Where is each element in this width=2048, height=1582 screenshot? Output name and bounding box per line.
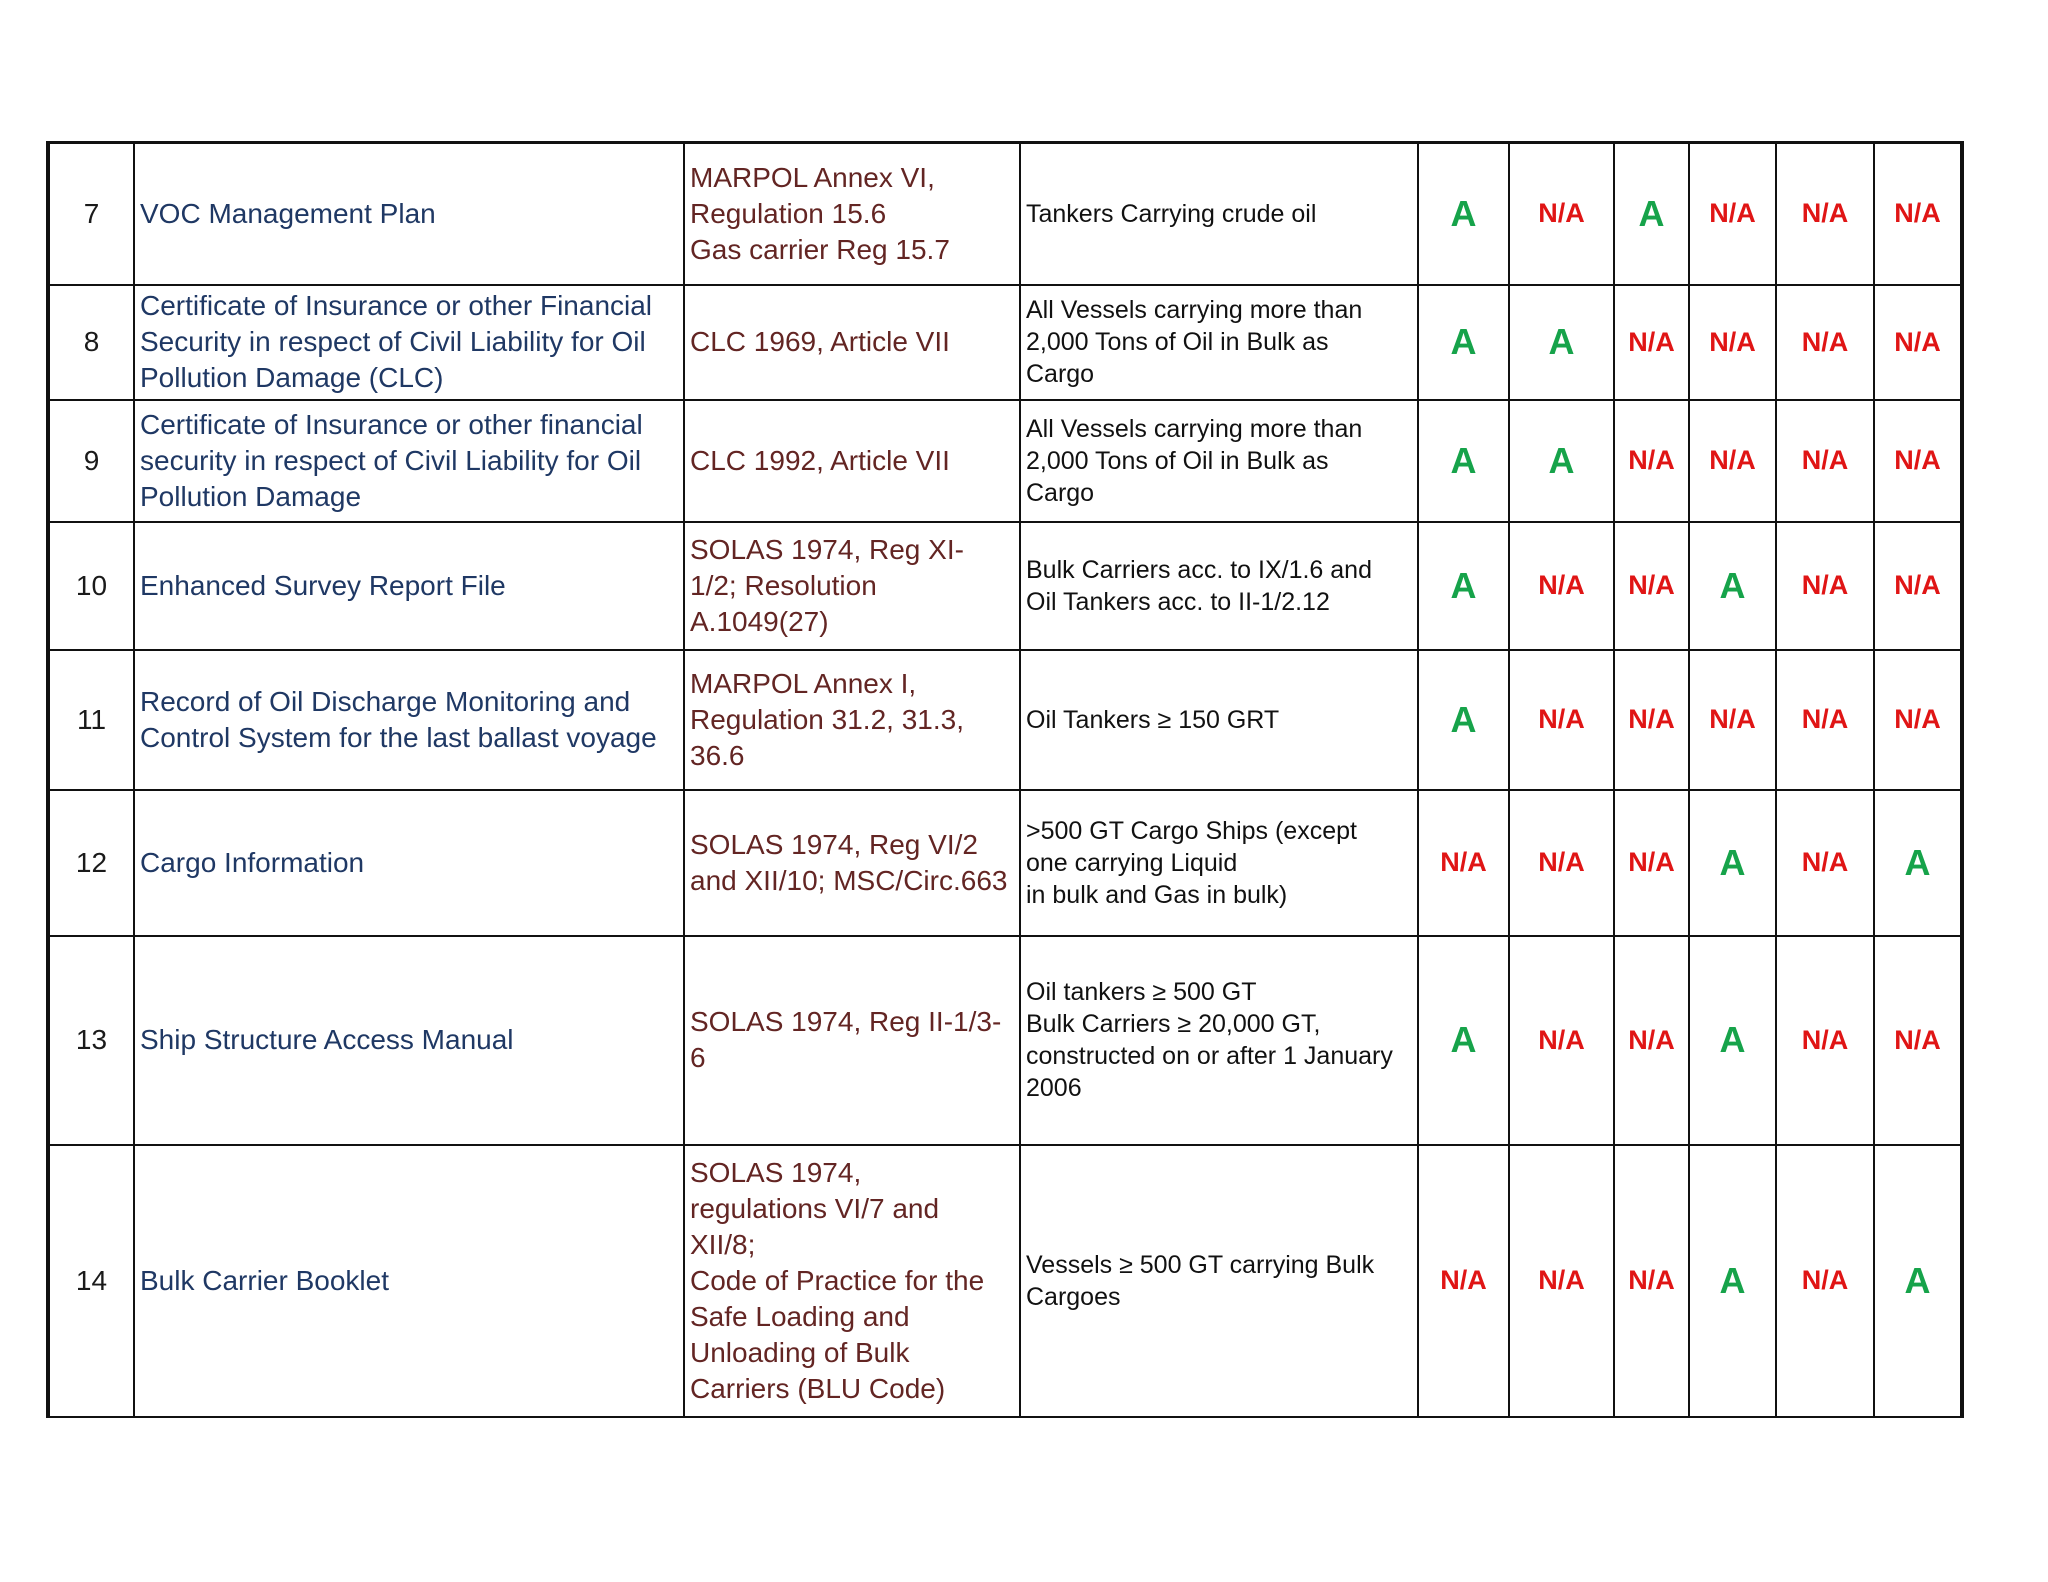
mark-col-2 <box>1509 522 1614 650</box>
document-name-cell <box>134 1145 684 1417</box>
not-applicable-mark: N/A <box>1801 198 1849 229</box>
mark-col-3 <box>1614 522 1689 650</box>
mark-col-3 <box>1614 143 1689 285</box>
applicability-cell-text: Oil tankers ≥ 500 GT Bulk Carriers ≥ 20,000 GT, constructed on or after 1 January 2006 <box>1026 978 1393 1102</box>
applicable-mark: A <box>1548 321 1575 362</box>
mark-col-6 <box>1874 1145 1962 1417</box>
mark-col-1 <box>1418 143 1509 285</box>
mark-col-4 <box>1689 936 1776 1145</box>
regulation-reference-cell-text: SOLAS 1974, Reg VI/2 and XII/10; MSC/Circ.663 <box>690 828 1008 896</box>
not-applicable-mark: N/A <box>1538 847 1585 877</box>
mark-col-1 <box>1418 1145 1509 1417</box>
not-applicable-mark: N/A <box>1628 847 1675 877</box>
document-name-cell-text: Enhanced Survey Report File <box>140 569 506 601</box>
table-row <box>48 790 1962 936</box>
mark-col-6 <box>1874 143 1962 285</box>
applicability-cell-text: Vessels ≥ 500 GT carrying Bulk Cargoes <box>1026 1250 1375 1311</box>
row-number-cell <box>48 650 134 790</box>
mark-col-5 <box>1776 143 1874 285</box>
regulation-reference-cell <box>684 1145 1020 1417</box>
row-number-cell-text: 7 <box>83 197 100 229</box>
regulation-reference-cell-text: MARPOL Annex I, Regulation 31.2, 31.3, 36.6 <box>690 667 964 771</box>
not-applicable-mark: N/A <box>1709 445 1756 475</box>
not-applicable-mark: N/A <box>1894 570 1941 600</box>
document-name-cell-text: Ship Structure Access Manual <box>140 1024 514 1055</box>
mark-col-2 <box>1509 143 1614 285</box>
mark-col-1 <box>1418 790 1509 936</box>
not-applicable-mark: N/A <box>1801 445 1849 475</box>
not-applicable-mark: N/A <box>1538 1265 1585 1295</box>
applicability-cell <box>1020 285 1418 400</box>
not-applicable-mark: N/A <box>1801 847 1849 877</box>
mark-col-2 <box>1509 400 1614 522</box>
row-number-cell <box>48 400 134 522</box>
applicability-cell <box>1020 522 1418 650</box>
regulation-reference-cell <box>684 522 1020 650</box>
applicable-mark: A <box>1719 564 1746 606</box>
mark-col-4 <box>1689 650 1776 790</box>
table-row <box>48 400 1962 522</box>
not-applicable-mark: N/A <box>1538 704 1585 734</box>
mark-col-4 <box>1689 285 1776 400</box>
mark-col-2 <box>1509 650 1614 790</box>
mark-col-1 <box>1418 400 1509 522</box>
table-row <box>48 285 1962 400</box>
row-number-cell <box>48 1145 134 1417</box>
applicable-mark: A <box>1450 321 1477 362</box>
applicability-cell <box>1020 1145 1418 1417</box>
regulation-reference-cell-text: SOLAS 1974, regulations VI/7 and XII/8; Code of Practice for the Safe Loading and Unloading of Bulk Carriers (BLU Code) <box>690 1156 985 1404</box>
table-row <box>48 143 1962 285</box>
row-number-cell <box>48 143 134 285</box>
regulation-reference-cell-text: CLC 1992, Article VII <box>690 444 950 476</box>
not-applicable-mark: N/A <box>1709 326 1756 357</box>
applicable-mark: A <box>1548 439 1575 481</box>
applicable-mark: A <box>1638 192 1665 234</box>
mark-col-6 <box>1874 285 1962 400</box>
not-applicable-mark: N/A <box>1628 445 1675 475</box>
not-applicable-mark: N/A <box>1801 326 1849 357</box>
applicability-cell <box>1020 143 1418 285</box>
document-name-cell-text: Cargo Information <box>140 846 365 878</box>
not-applicable-mark: N/A <box>1538 198 1585 229</box>
document-name-cell-text: Certificate of Insurance or other Financial Security in respect of Civil Liability for Oil Pollution Damage (CLC) <box>140 290 653 393</box>
document-name-cell <box>134 650 684 790</box>
regulation-reference-cell-text: SOLAS 1974, Reg XI- 1/2; Resolution A.1049(27) <box>690 533 964 637</box>
mark-col-3 <box>1614 936 1689 1145</box>
mark-col-2 <box>1509 936 1614 1145</box>
not-applicable-mark: N/A <box>1801 1265 1849 1295</box>
applicability-cell-text: All Vessels carrying more than 2,000 Tons of Oil in Bulk as Cargo <box>1026 414 1363 507</box>
applicable-mark: A <box>1450 698 1477 740</box>
not-applicable-mark: N/A <box>1440 1265 1487 1295</box>
not-applicable-mark: N/A <box>1801 570 1849 600</box>
not-applicable-mark: N/A <box>1894 198 1941 229</box>
mark-col-6 <box>1874 936 1962 1145</box>
document-name-cell <box>134 400 684 522</box>
applicability-cell-text: >500 GT Cargo Ships (except one carrying Liquid in bulk and Gas in bulk) <box>1026 816 1357 909</box>
table-row <box>48 936 1962 1145</box>
not-applicable-mark: N/A <box>1894 704 1941 734</box>
row-number-cell-text: 11 <box>76 703 107 735</box>
applicable-mark: A <box>1450 192 1477 234</box>
not-applicable-mark: N/A <box>1709 704 1756 734</box>
mark-col-2 <box>1509 790 1614 936</box>
mark-col-5 <box>1776 936 1874 1145</box>
regulation-reference-cell <box>684 143 1020 285</box>
table-row <box>48 522 1962 650</box>
applicability-cell-text: Oil Tankers ≥ 150 GRT <box>1026 705 1280 734</box>
applicability-cell-text: Bulk Carriers acc. to IX/1.6 and Oil Tankers acc. to II-1/2.12 <box>1026 555 1372 616</box>
applicable-mark: A <box>1450 564 1477 606</box>
regulation-reference-cell-text: SOLAS 1974, Reg II-1/3- 6 <box>690 1006 1002 1073</box>
table-row <box>48 650 1962 790</box>
mark-col-6 <box>1874 522 1962 650</box>
row-number-cell-text: 9 <box>83 444 100 476</box>
mark-col-4 <box>1689 400 1776 522</box>
document-name-cell <box>134 285 684 400</box>
mark-col-6 <box>1874 790 1962 936</box>
mark-col-3 <box>1614 650 1689 790</box>
mark-col-3 <box>1614 1145 1689 1417</box>
row-number-cell-text: 13 <box>75 1024 108 1055</box>
row-number-cell-text: 10 <box>75 569 108 601</box>
not-applicable-mark: N/A <box>1801 704 1849 734</box>
row-number-cell-text: 14 <box>75 1264 108 1296</box>
mark-col-5 <box>1776 790 1874 936</box>
not-applicable-mark: N/A <box>1538 1024 1585 1055</box>
regulation-reference-cell <box>684 936 1020 1145</box>
not-applicable-mark: N/A <box>1538 570 1585 600</box>
mark-col-4 <box>1689 522 1776 650</box>
document-name-cell-text: Bulk Carrier Booklet <box>140 1264 389 1296</box>
not-applicable-mark: N/A <box>1628 1265 1675 1295</box>
applicable-mark: A <box>1719 1019 1746 1060</box>
applicable-mark: A <box>1904 1259 1931 1301</box>
not-applicable-mark: N/A <box>1628 1024 1675 1055</box>
mark-col-5 <box>1776 1145 1874 1417</box>
not-applicable-mark: N/A <box>1709 198 1756 229</box>
mark-col-5 <box>1776 285 1874 400</box>
mark-col-6 <box>1874 650 1962 790</box>
mark-col-1 <box>1418 522 1509 650</box>
document-name-cell <box>134 790 684 936</box>
document-name-cell <box>134 936 684 1145</box>
regulation-reference-cell <box>684 790 1020 936</box>
mark-col-4 <box>1689 143 1776 285</box>
document-name-cell-text: VOC Management Plan <box>140 197 436 229</box>
document-name-cell <box>134 522 684 650</box>
row-number-cell <box>48 790 134 936</box>
applicable-mark: A <box>1450 1019 1477 1060</box>
not-applicable-mark: N/A <box>1628 326 1675 357</box>
regulation-reference-cell <box>684 285 1020 400</box>
mark-col-4 <box>1689 1145 1776 1417</box>
row-number-cell <box>48 285 134 400</box>
mark-col-5 <box>1776 522 1874 650</box>
mark-col-6 <box>1874 400 1962 522</box>
not-applicable-mark: N/A <box>1440 847 1487 877</box>
mark-col-3 <box>1614 790 1689 936</box>
applicable-mark: A <box>1719 841 1746 883</box>
applicability-cell-text: Tankers Carrying crude oil <box>1026 199 1317 228</box>
applicable-mark: A <box>1719 1259 1746 1301</box>
mark-col-1 <box>1418 650 1509 790</box>
not-applicable-mark: N/A <box>1628 704 1675 734</box>
not-applicable-mark: N/A <box>1801 1024 1849 1055</box>
table-row <box>48 1145 1962 1417</box>
regulation-reference-cell-text: MARPOL Annex VI, Regulation 15.6 Gas carrier Reg 15.7 <box>690 161 950 265</box>
applicable-mark: A <box>1904 841 1931 883</box>
document-name-cell-text: Certificate of Insurance or other financial security in respect of Civil Liability for Oil Pollution Damage <box>140 408 643 512</box>
mark-col-2 <box>1509 285 1614 400</box>
regulation-reference-cell <box>684 400 1020 522</box>
applicability-cell-text: All Vessels carrying more than 2,000 Tons of Oil in Bulk as Cargo <box>1026 296 1363 388</box>
mark-col-5 <box>1776 400 1874 522</box>
not-applicable-mark: N/A <box>1628 570 1675 600</box>
mark-col-1 <box>1418 285 1509 400</box>
document-name-cell <box>134 143 684 285</box>
not-applicable-mark: N/A <box>1894 1024 1941 1055</box>
not-applicable-mark: N/A <box>1894 445 1941 475</box>
certificates-table <box>46 141 1964 1418</box>
row-number-cell-text: 8 <box>83 326 100 357</box>
mark-col-2 <box>1509 1145 1614 1417</box>
applicability-cell <box>1020 400 1418 522</box>
row-number-cell <box>48 936 134 1145</box>
mark-col-3 <box>1614 400 1689 522</box>
row-number-cell-text: 12 <box>75 846 108 878</box>
regulation-reference-cell <box>684 650 1020 790</box>
document-name-cell-text: Record of Oil Discharge Monitoring and Control System for the last ballast voyage <box>140 685 657 753</box>
applicability-cell <box>1020 650 1418 790</box>
mark-col-5 <box>1776 650 1874 790</box>
applicability-cell <box>1020 790 1418 936</box>
mark-col-4 <box>1689 790 1776 936</box>
table-body <box>48 143 1962 1417</box>
certificates-table-container <box>46 141 1960 1418</box>
row-number-cell <box>48 522 134 650</box>
applicable-mark: A <box>1450 439 1477 481</box>
applicability-cell <box>1020 936 1418 1145</box>
regulation-reference-cell-text: CLC 1969, Article VII <box>690 326 950 357</box>
mark-col-3 <box>1614 285 1689 400</box>
mark-col-1 <box>1418 936 1509 1145</box>
not-applicable-mark: N/A <box>1894 326 1941 357</box>
